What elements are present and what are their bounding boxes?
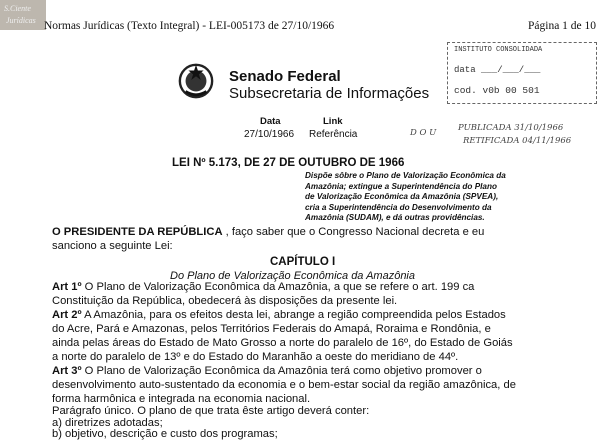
registration-stamp [447,42,597,104]
preamble-text: , faço saber que o Congresso Nacional decreta e eu [222,226,485,238]
reference-link[interactable]: Referência [309,129,358,140]
senado-seal-icon [177,62,215,100]
law-date: 27/10/1966 [244,129,295,140]
body-line: Art 2º A Amazônia, para os efeitos desta lei, abrange a região compreendida pelos Estados [52,309,506,321]
handwritten-published: PUBLICADA 31/10/1966 [458,123,564,133]
organization-subtitle: Subsecretaria de Informações [229,85,430,102]
preamble-line-1 [52,226,484,238]
body-line: ainda pelas áreas do Estado de Mato Grosso a norte do paralelo de 16º, do Estado de Goiás [52,337,513,349]
ementa-line: Amazônia (SUDAM), e dá outras providências. [305,213,485,222]
body-line: desenvolvimento auto-sustentado da economia e o bem-estar social da região amazônica, de [52,379,516,391]
law-ementa [305,171,595,224]
body-line: do Acre, Pará e Amazonas, pelos Territórios Federais do Amapá, Roraima e Rondônia, e [52,323,491,335]
chapter-subtitle: Do Plano de Valorização Econômica da Amazônia [170,270,415,282]
stamp-line-1: INSTITUTO CONSOLIDADA [454,46,543,54]
stamp-line-2: data ___/___/___ [454,65,541,75]
document-header-title: Normas Jurídicas (Texto Integral) - LEI-005173 de 27/10/1966 [44,20,335,32]
ementa-line: Amazônia; extingue a Superintendência do Plano [305,181,497,191]
body-line: b) objetivo, descrição e custo dos programas; [52,428,278,440]
body-line: a) diretrizes adotadas; [52,417,163,429]
data-column-label: Data [260,116,281,127]
ementa-line: Dispõe sôbre o Plano de Valorização Econômica da [305,171,506,180]
handwritten-dou: D O U [410,128,437,138]
body-line: Parágrafo único. O plano de que trata êste artigo deverá conter: [52,405,370,417]
link-column-label: Link [323,116,343,127]
stamp-line-3: cod. v0b 00 501 [454,85,540,96]
ementa-line: cria a Superintendência do Desenvolvimento da [305,202,492,212]
body-line: Constituição da República, obedecerá às disposições da presente lei. [52,295,398,307]
law-title: LEI Nº 5.173, DE 27 DE OUTUBRO DE 1966 [172,157,405,169]
chapter-title: CAPÍTULO I [270,256,336,268]
preamble-president: O PRESIDENTE DA REPÚBLICA [52,226,223,238]
corner-stamp: S.Ciente Jurídicas [0,0,46,30]
ementa-line: de Valorização Econômica da Amazônia (SPVEA), [305,192,499,201]
preamble-line-2: sanciono a seguinte Lei: [52,240,173,252]
handwritten-retified: RETIFICADA 04/11/1966 [463,136,572,146]
body-line: Art 1º O Plano de Valorização Econômica da Amazônia, a que se refere o art. 199 ca [52,281,475,293]
body-line: Art 3º O Plano de Valorização Econômica da Amazônia terá como objetivo promover o [52,365,482,377]
body-line: forma harmônica e integrada na economia nacional. [52,393,311,405]
body-line: a norte do paralelo de 13º e do Estado do Maranhão a oeste do meridiano de 44º. [52,351,459,363]
page-number: Página 1 de 10 [528,20,597,32]
organization-name: Senado Federal [229,68,341,85]
